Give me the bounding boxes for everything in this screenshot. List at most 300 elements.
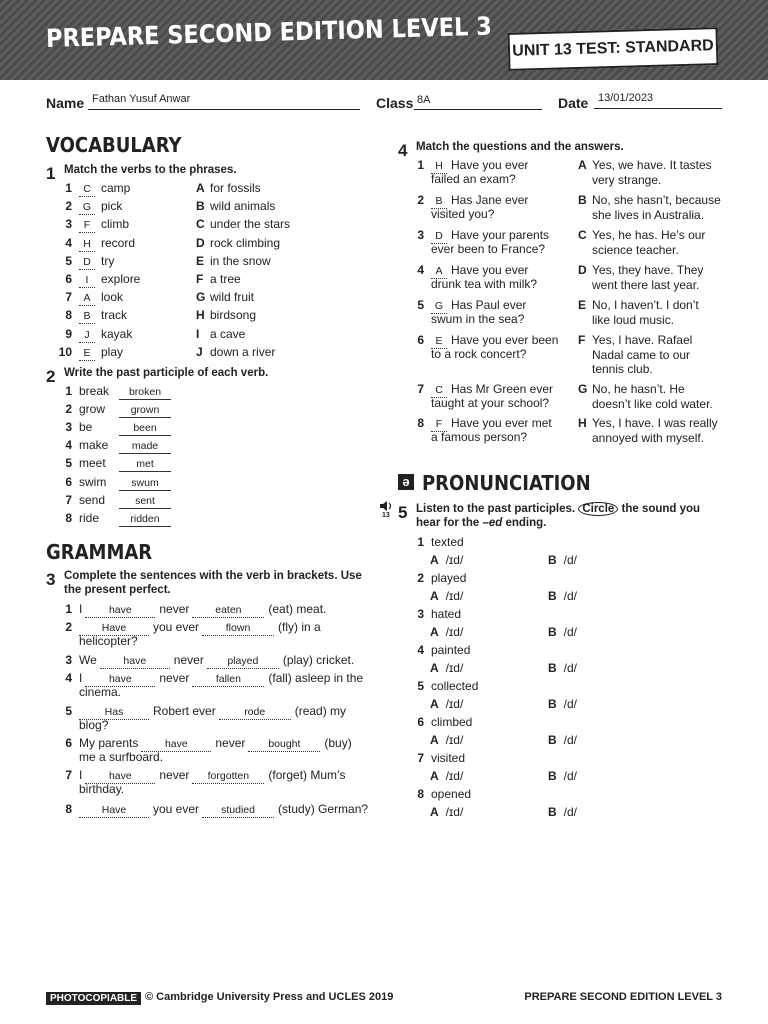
verb-text: kayak xyxy=(101,326,133,341)
phrase-letter: I xyxy=(196,326,200,341)
option-a[interactable] xyxy=(430,553,463,567)
question-text: Have your parents xyxy=(451,228,550,242)
item-number: 6 xyxy=(65,736,72,750)
question-text-line2: swum in the sea? xyxy=(431,312,525,326)
answer-blank-1[interactable]: Have xyxy=(79,621,149,636)
question-1-phrase xyxy=(196,308,256,322)
answer-text: she lives in Australia. xyxy=(592,207,705,222)
question-4-instruction: Match the questions and the answers. xyxy=(416,141,624,153)
item-number: 9 xyxy=(65,326,72,341)
answer-text: No, I haven’t. I don’t xyxy=(592,298,699,312)
item-number: 5 xyxy=(417,298,424,312)
date-field[interactable] xyxy=(594,94,722,109)
name-field[interactable] xyxy=(88,95,360,110)
phrase-letter: C xyxy=(196,217,205,232)
audio-track-number: 13 xyxy=(382,512,390,519)
sentence-part-3: (eat) meat. xyxy=(268,602,327,616)
item-number: 4 xyxy=(417,643,424,657)
participle-answer[interactable]: swum xyxy=(119,476,171,491)
option-a-sound: /ɪd/ xyxy=(445,769,464,783)
sentence-part-3: (fly) in a xyxy=(278,620,321,634)
schwa-icon: ə xyxy=(398,474,414,490)
item-number: 5 xyxy=(65,704,72,718)
item-number: 7 xyxy=(65,492,72,507)
class-value: 8A xyxy=(417,94,431,106)
phrase-letter: A xyxy=(196,181,205,195)
instruction-text-b: the sound you xyxy=(621,503,701,515)
answer-text: like loud music. xyxy=(592,312,675,327)
sentence-part-2: never xyxy=(159,768,190,782)
phrase-text: a cave xyxy=(210,326,246,341)
answer-text: tennis club. xyxy=(592,362,653,376)
option-b-letter: B xyxy=(548,697,557,711)
option-a[interactable] xyxy=(430,769,463,783)
option-b[interactable] xyxy=(548,733,577,747)
verb-text: send xyxy=(79,492,106,507)
instruction-text-a: Listen to the past participles. xyxy=(416,503,576,515)
answer-blank-1[interactable]: have xyxy=(85,603,155,618)
sentence-part-2: Robert ever xyxy=(153,704,216,718)
question-5-item xyxy=(408,535,464,549)
answer-text: Yes, we have. It tastes xyxy=(592,158,712,172)
phrase-text: for fossils xyxy=(210,181,261,195)
item-number: 1 xyxy=(417,535,424,549)
question-1-item xyxy=(56,308,127,324)
unit-badge: UNIT 13 TEST: STANDARD xyxy=(508,27,719,71)
option-a-sound: /ɪd/ xyxy=(445,805,464,819)
option-b-letter: B xyxy=(548,553,557,567)
question-1-instruction: Match the verbs to the phrases. xyxy=(64,164,237,176)
answer-blank-2[interactable]: forgotten xyxy=(192,769,264,784)
question-text-line2: to a rock concert? xyxy=(431,347,527,361)
word-text: collected xyxy=(431,679,479,693)
question-text-line2: a famous person? xyxy=(431,430,528,444)
verb-text: camp xyxy=(101,181,131,195)
verb-text: break xyxy=(79,384,110,398)
sentence-part-3: (read) my xyxy=(294,704,347,718)
answer-blank[interactable]: J xyxy=(79,328,95,343)
item-number: 3 xyxy=(417,607,424,621)
question-text: Has Jane ever xyxy=(451,193,529,207)
option-b-sound: /d/ xyxy=(563,661,578,675)
question-2-number: 2 xyxy=(46,367,56,386)
question-1-phrase xyxy=(196,217,290,231)
option-b-letter: B xyxy=(548,625,557,639)
answer-blank[interactable]: C xyxy=(431,383,447,398)
item-number: 4 xyxy=(417,263,424,277)
question-1-item xyxy=(56,327,132,343)
grammar-heading: GRAMMAR xyxy=(46,540,153,564)
option-a[interactable] xyxy=(430,625,463,639)
option-b[interactable] xyxy=(548,805,577,819)
sentence-continuation: cinema. xyxy=(79,685,122,699)
answer-blank-1[interactable]: Have xyxy=(79,803,149,818)
participle-answer[interactable]: met xyxy=(119,457,171,472)
item-number: 3 xyxy=(65,420,72,435)
phrase-text: wild animals xyxy=(210,199,276,214)
sentence-part-3: (buy) xyxy=(324,736,352,750)
option-a[interactable] xyxy=(430,733,463,747)
verb-text: meet xyxy=(79,456,106,471)
answer-blank[interactable]: I xyxy=(79,273,95,288)
phrase-letter: J xyxy=(196,344,203,359)
answer-letter: C xyxy=(578,228,587,242)
sentence-part-3: (play) cricket. xyxy=(282,653,355,667)
option-a-letter: A xyxy=(430,589,439,603)
question-text: Have you ever xyxy=(451,263,529,277)
option-b-sound: /d/ xyxy=(563,589,578,603)
question-5-item xyxy=(408,787,471,801)
answer-blank-1[interactable]: have xyxy=(85,672,155,687)
sentence-part-1: I xyxy=(79,671,83,685)
answer-blank[interactable]: G xyxy=(79,200,95,215)
word-text: played xyxy=(431,571,467,585)
item-number: 7 xyxy=(417,382,424,396)
instruction-text-ed: –ed xyxy=(482,517,503,529)
answer-blank[interactable]: E xyxy=(79,346,95,361)
item-number: 2 xyxy=(417,193,424,207)
sentence-part-3: (study) German? xyxy=(278,802,369,816)
answer-text: Yes, I have. I was really xyxy=(592,416,718,430)
verb-text: track xyxy=(101,308,128,323)
answer-blank-1[interactable]: have xyxy=(100,654,170,669)
verb-text: play xyxy=(101,344,124,359)
sentence-part-1: I xyxy=(79,602,83,616)
answer-blank-2[interactable]: played xyxy=(207,654,279,669)
question-2-item xyxy=(56,402,171,418)
phrase-letter: B xyxy=(196,199,205,214)
answer-letter: B xyxy=(578,193,587,207)
item-number: 3 xyxy=(65,217,72,232)
question-1-item xyxy=(56,217,129,233)
answer-blank[interactable]: D xyxy=(79,255,95,270)
question-text: Has Paul ever xyxy=(451,298,527,312)
vocabulary-heading: VOCABULARY xyxy=(46,133,182,157)
question-5-item xyxy=(408,751,465,765)
item-number: 1 xyxy=(65,602,72,616)
option-a[interactable] xyxy=(430,697,463,711)
sentence-part-1: We xyxy=(79,653,97,667)
item-number: 6 xyxy=(65,474,72,489)
question-1-item xyxy=(56,254,114,270)
item-number: 8 xyxy=(417,787,424,801)
question-5-item xyxy=(408,679,478,693)
answer-blank-2[interactable]: eaten xyxy=(192,603,264,618)
question-1-phrase xyxy=(196,254,271,268)
phrase-letter: G xyxy=(196,290,206,305)
answer-blank-2[interactable]: flown xyxy=(202,621,274,636)
question-1-number: 1 xyxy=(46,164,56,183)
class-field[interactable] xyxy=(414,95,542,110)
phrase-text: down a river xyxy=(210,344,276,359)
question-1-phrase xyxy=(196,290,254,304)
question-2-instruction: Write the past participle of each verb. xyxy=(64,367,269,379)
item-number: 7 xyxy=(65,768,72,782)
question-3-instruction: Complete the sentences with the verb in brackets. Use the present perfect. xyxy=(64,570,362,596)
answer-blank-2[interactable]: fallen xyxy=(192,672,264,687)
answer-blank[interactable]: H xyxy=(431,159,447,174)
option-b[interactable] xyxy=(548,769,577,783)
answer-letter: D xyxy=(578,263,587,277)
option-b-sound: /d/ xyxy=(563,697,578,711)
question-2-item xyxy=(56,475,171,491)
question-1-item xyxy=(56,236,135,252)
sentence-part-2: you ever xyxy=(153,620,200,634)
sentence-continuation: helicopter? xyxy=(79,634,138,648)
answer-blank[interactable]: B xyxy=(79,309,95,324)
question-2-item xyxy=(56,420,171,436)
question-1-item xyxy=(56,199,122,215)
question-5-instruction-line1 xyxy=(416,502,700,516)
answer-blank[interactable]: B xyxy=(431,194,447,209)
answer-text: Nadal came to our xyxy=(592,347,691,362)
option-a[interactable] xyxy=(430,661,463,675)
word-text: painted xyxy=(431,643,471,657)
instruction-text-c1: hear for the xyxy=(416,517,483,529)
option-a-letter: A xyxy=(430,769,439,783)
item-number: 8 xyxy=(65,802,72,816)
sentence-part-3: (forget) Mum’s xyxy=(268,768,346,782)
item-number: 2 xyxy=(417,571,424,585)
option-b[interactable] xyxy=(548,625,577,639)
question-1-item xyxy=(56,181,130,197)
item-number: 8 xyxy=(65,308,72,323)
sentence-part-1: I xyxy=(79,768,83,782)
item-number: 5 xyxy=(417,679,424,693)
participle-answer[interactable]: ridden xyxy=(119,512,171,527)
word-text: texted xyxy=(431,535,464,549)
answer-blank[interactable]: C xyxy=(79,182,95,197)
answer-blank[interactable]: G xyxy=(431,299,447,314)
question-2-item xyxy=(56,456,171,472)
question-text: Have you ever xyxy=(451,158,529,172)
option-a-letter: A xyxy=(430,697,439,711)
option-a-letter: A xyxy=(430,733,439,747)
item-number: 7 xyxy=(417,751,424,765)
verb-text: ride xyxy=(79,510,100,525)
phrase-text: under the stars xyxy=(210,217,291,232)
verb-text: explore xyxy=(101,272,141,286)
option-b-sound: /d/ xyxy=(563,733,578,747)
item-number: 8 xyxy=(65,510,72,525)
answer-blank[interactable]: A xyxy=(431,264,447,279)
class-label: Class xyxy=(376,95,414,111)
question-text: Have you ever been xyxy=(451,333,559,347)
phrase-text: wild fruit xyxy=(210,290,255,305)
answer-blank[interactable]: F xyxy=(79,218,95,233)
phrase-letter: D xyxy=(196,235,205,250)
answer-blank-2[interactable]: studied xyxy=(202,803,274,818)
option-a[interactable] xyxy=(430,589,463,603)
option-a-letter: A xyxy=(430,661,439,675)
option-b[interactable] xyxy=(548,589,577,603)
item-number: 2 xyxy=(65,620,72,634)
phrase-letter: F xyxy=(196,272,204,286)
question-1-phrase xyxy=(196,181,261,195)
question-3-item xyxy=(56,802,368,818)
answer-letter: F xyxy=(578,333,586,347)
option-b[interactable] xyxy=(548,553,577,567)
option-b-letter: B xyxy=(548,661,557,675)
question-text-line2: visited you? xyxy=(431,207,495,221)
sentence-part-2: never xyxy=(173,653,204,667)
participle-answer[interactable]: sent xyxy=(119,494,171,509)
question-text-line2: ever been to France? xyxy=(431,242,546,256)
option-b-letter: B xyxy=(548,733,557,747)
option-a-letter: A xyxy=(430,625,439,639)
phrase-text: birdsong xyxy=(210,308,257,323)
question-text-line2: drunk tea with milk? xyxy=(431,277,538,291)
answer-blank[interactable]: F xyxy=(431,417,447,432)
verb-text: be xyxy=(79,420,93,435)
option-b[interactable] xyxy=(548,697,577,711)
speaker-icon xyxy=(379,500,395,512)
question-text: Have you ever met xyxy=(451,416,552,430)
item-number: 1 xyxy=(65,384,72,398)
answer-blank-1[interactable]: have xyxy=(141,737,211,752)
option-b-sound: /d/ xyxy=(563,625,578,639)
question-1-item xyxy=(56,290,123,306)
sentence-part-2: you ever xyxy=(153,802,200,816)
question-3-number: 3 xyxy=(46,570,56,589)
name-label: Name xyxy=(46,95,85,111)
answer-letter: G xyxy=(578,382,588,396)
question-3-item xyxy=(56,602,326,618)
option-a-letter: A xyxy=(430,553,439,567)
instruction-text-c3: ending. xyxy=(502,517,547,529)
option-b[interactable] xyxy=(548,661,577,675)
answer-blank-1[interactable]: Has xyxy=(79,705,149,720)
verb-text: pick xyxy=(101,199,123,214)
answer-text: very strange. xyxy=(592,172,662,187)
item-number: 4 xyxy=(65,438,72,453)
question-1-item xyxy=(56,345,123,361)
question-3-item xyxy=(56,653,354,669)
sentence-part-2: never xyxy=(159,671,190,685)
question-text-line2: failed an exam? xyxy=(431,172,516,186)
sentence-continuation: blog? xyxy=(79,718,109,732)
answer-letter: H xyxy=(578,416,587,430)
answer-blank-2[interactable]: bought xyxy=(248,737,320,752)
question-1-phrase xyxy=(196,327,245,341)
verb-text: record xyxy=(101,235,136,250)
copyright-text: © Cambridge University Press and UCLES 2019 xyxy=(145,991,394,1003)
sentence-part-2: never xyxy=(159,602,190,616)
option-b-sound: /d/ xyxy=(563,805,578,819)
phrase-text: in the snow xyxy=(210,253,271,268)
answer-text: science teacher. xyxy=(592,242,679,257)
option-a-letter: A xyxy=(430,805,439,819)
word-text: opened xyxy=(431,787,472,801)
item-number: 4 xyxy=(65,671,72,685)
item-number: 7 xyxy=(65,290,72,305)
answer-blank-2[interactable]: rode xyxy=(219,705,291,720)
option-a-sound: /ɪd/ xyxy=(445,589,464,603)
participle-answer[interactable]: been xyxy=(119,421,171,436)
name-value: Fathan Yusuf Anwar xyxy=(92,93,191,105)
photocopiable-tag: PHOTOCOPIABLE xyxy=(46,992,141,1005)
option-b-sound: /d/ xyxy=(563,769,578,783)
verb-text: climb xyxy=(101,217,130,232)
option-a-sound: /ɪd/ xyxy=(445,733,464,747)
sentence-continuation: birthday. xyxy=(79,782,125,796)
question-5-instruction-line2 xyxy=(416,516,546,530)
question-5-number: 5 xyxy=(398,503,408,522)
option-a-sound: /ɪd/ xyxy=(445,661,464,675)
participle-answer[interactable]: broken xyxy=(119,385,171,400)
question-5-item xyxy=(408,607,461,621)
answer-text: No, he hasn’t. He xyxy=(592,382,685,396)
item-number: 1 xyxy=(65,181,72,195)
answer-blank-1[interactable]: have xyxy=(85,769,155,784)
item-number: 6 xyxy=(417,333,424,347)
page-title: PREPARE SECOND EDITION LEVEL 3 xyxy=(45,11,493,53)
option-b-letter: B xyxy=(548,589,557,603)
phrase-text: a tree xyxy=(210,272,241,286)
phrase-letter: E xyxy=(196,253,205,268)
option-a-sound: /ɪd/ xyxy=(445,697,464,711)
question-2-item xyxy=(56,493,171,509)
question-4-number: 4 xyxy=(398,141,408,160)
verb-text: grow xyxy=(79,402,106,417)
answer-letter: A xyxy=(578,158,587,172)
answer-blank[interactable]: H xyxy=(79,237,95,252)
answer-text: Yes, I have. Rafael xyxy=(592,333,693,347)
participle-answer[interactable]: grown xyxy=(119,403,171,418)
answer-blank[interactable]: A xyxy=(79,291,95,306)
phrase-text: rock climbing xyxy=(210,235,281,250)
word-text: climbed xyxy=(431,715,473,729)
verb-text: make xyxy=(79,438,109,453)
date-value: 13/01/2023 xyxy=(598,92,654,104)
question-5-item xyxy=(408,643,470,657)
verb-text: swim xyxy=(79,474,107,489)
question-5-item xyxy=(408,715,472,729)
item-number: 3 xyxy=(417,228,424,242)
item-number: 3 xyxy=(65,653,72,667)
answer-text: went there last year. xyxy=(592,277,700,292)
answer-text: No, she hasn’t, because xyxy=(592,193,721,207)
option-a-sound: /ɪd/ xyxy=(445,553,464,567)
item-number: 5 xyxy=(65,456,72,471)
phrase-letter: H xyxy=(196,308,205,323)
item-number: 8 xyxy=(417,416,424,430)
question-1-phrase xyxy=(196,199,275,213)
option-b-sound: /d/ xyxy=(563,553,578,567)
word-text: hated xyxy=(431,607,462,621)
date-label: Date xyxy=(558,95,589,111)
option-b-letter: B xyxy=(548,805,557,819)
question-1-phrase xyxy=(196,272,241,286)
pronunciation-heading: PRONUNCIATION xyxy=(422,471,591,495)
answer-letter: E xyxy=(578,298,587,312)
question-text: Has Mr Green ever xyxy=(451,382,554,396)
item-number: 10 xyxy=(58,344,72,359)
answer-blank[interactable]: E xyxy=(431,334,447,349)
option-a[interactable] xyxy=(430,805,463,819)
verb-text: look xyxy=(101,290,124,305)
question-5-item xyxy=(408,571,466,585)
participle-answer[interactable]: made xyxy=(119,439,171,454)
answer-text: doesn’t like cold water. xyxy=(592,396,713,411)
question-1-phrase xyxy=(196,345,275,359)
answer-blank[interactable]: D xyxy=(431,229,447,244)
sentence-continuation: me a surfboard. xyxy=(79,750,164,764)
option-b-letter: B xyxy=(548,769,557,783)
verb-text: try xyxy=(101,253,115,268)
answer-text: Yes, they have. They xyxy=(592,263,704,277)
question-text-line2: taught at your school? xyxy=(431,396,550,410)
